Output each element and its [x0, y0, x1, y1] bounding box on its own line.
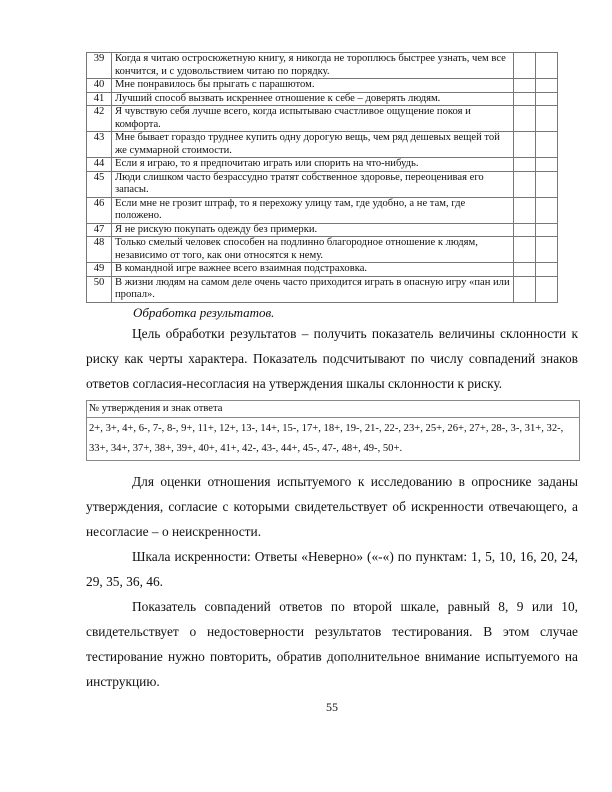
question-number: 42	[87, 106, 112, 132]
key-header: № утверждения и знак ответа	[87, 400, 580, 417]
question-row	[87, 79, 558, 93]
question-number: 44	[87, 158, 112, 172]
question-row	[87, 53, 558, 79]
answer-cell-yes[interactable]	[514, 276, 536, 302]
question-row	[87, 106, 558, 132]
question-number: 43	[87, 132, 112, 158]
page-number: 55	[326, 699, 338, 714]
paragraph-sincerity: Для оценки отношения испытуемого к исследованию в опроснике заданы утверждения, согласие с которыми свидетельствует об искренности отвечающего, а несогласие – о неискренности.	[86, 473, 578, 539]
question-row	[87, 276, 558, 302]
answer-cell-no[interactable]	[536, 158, 558, 172]
answer-cell-yes[interactable]	[514, 171, 536, 197]
question-number: 46	[87, 197, 112, 223]
answer-cell-no[interactable]	[536, 237, 558, 263]
answer-cell-no[interactable]	[536, 171, 558, 197]
question-row	[87, 237, 558, 263]
question-text: Мне бывает гораздо труднее купить одну дорогую вещь, чем ряд дешевых вещей той же суммарной стоимости.	[112, 132, 514, 158]
paragraph-validity: Показатель совпадений ответов по второй шкале, равный 8, 9 или 10, свидетельствует о недостоверности результатов тестирования. В этом случае тестирование нужно повторить, обратив дополнительное внимание испытуемого на инструкцию.	[86, 598, 578, 689]
answer-cell-yes[interactable]	[514, 158, 536, 172]
answer-cell-yes[interactable]	[514, 53, 536, 79]
answer-cell-yes[interactable]	[514, 197, 536, 223]
answer-cell-no[interactable]	[536, 197, 558, 223]
answer-cell-yes[interactable]	[514, 132, 536, 158]
answer-cell-no[interactable]	[536, 132, 558, 158]
question-text: В командной игре важнее всего взаимная подстраховка.	[112, 263, 514, 277]
question-row	[87, 132, 558, 158]
answer-cell-no[interactable]	[536, 223, 558, 237]
question-text: В жизни людям на самом деле очень часто приходится играть в опасную игру «пан или пропал».	[112, 276, 514, 302]
question-number: 41	[87, 92, 112, 106]
question-row	[87, 171, 558, 197]
question-text: Если мне не грозит штраф, то я перехожу улицу там, где удобно, а не там, где положено.	[112, 197, 514, 223]
question-text: Мне понравилось бы прыгать с парашютом.	[112, 79, 514, 93]
answer-cell-no[interactable]	[536, 53, 558, 79]
question-text: Я не рискую покупать одежду без примерки.	[112, 223, 514, 237]
question-text: Когда я читаю остросюжетную книгу, я никогда не тороплюсь быстрее узнать, чем все кончится, и с удовольствием читаю по порядку.	[112, 53, 514, 79]
answer-cell-yes[interactable]	[514, 263, 536, 277]
question-row	[87, 158, 558, 172]
question-text: Лучший способ вызвать искреннее отношение к себе – доверять людям.	[112, 92, 514, 106]
section-subheading: Обработка результатов.	[133, 304, 275, 320]
answer-cell-yes[interactable]	[514, 223, 536, 237]
question-row	[87, 92, 558, 106]
answer-cell-no[interactable]	[536, 263, 558, 277]
question-number: 39	[87, 53, 112, 79]
answer-cell-no[interactable]	[536, 106, 558, 132]
question-text: Если я играю, то я предпочитаю играть или спорить на что-нибудь.	[112, 158, 514, 172]
question-text: Я чувствую себя лучше всего, когда испытываю счастливое ощущение покоя и комфорта.	[112, 106, 514, 132]
question-row	[87, 263, 558, 277]
answer-cell-no[interactable]	[536, 92, 558, 106]
question-number: 47	[87, 223, 112, 237]
answer-cell-yes[interactable]	[514, 79, 536, 93]
answer-key-table	[86, 400, 580, 461]
question-row	[87, 197, 558, 223]
answer-cell-yes[interactable]	[514, 92, 536, 106]
question-number: 49	[87, 263, 112, 277]
question-text: Только смелый человек способен на подлинно благородное отношение к людям, независимо от того, как они относятся к нему.	[112, 237, 514, 263]
answer-cell-yes[interactable]	[514, 106, 536, 132]
questionnaire-table	[86, 52, 558, 303]
answer-cell-no[interactable]	[536, 276, 558, 302]
question-text: Люди слишком часто безрассудно тратят собственное здоровье, переоценивая его запасы.	[112, 171, 514, 197]
question-number: 48	[87, 237, 112, 263]
question-number: 40	[87, 79, 112, 93]
answer-cell-yes[interactable]	[514, 237, 536, 263]
question-row	[87, 223, 558, 237]
paragraph-sincerity-scale: Шкала искренности: Ответы «Неверно» («-«) по пунктам: 1, 5, 10, 16, 20, 24, 29, 35, 36, 46.	[86, 548, 578, 589]
question-number: 45	[87, 171, 112, 197]
answer-cell-no[interactable]	[536, 79, 558, 93]
question-number: 50	[87, 276, 112, 302]
key-values: 2+, 3+, 4+, 6-, 7-, 8-, 9+, 11+, 12+, 13-, 14+, 15-, 17+, 18+, 19-, 21-, 22-, 23+, 25+, 26+, 27+, 28-, 3-, 31+, 32-, 33+, 34+, 37+, 38+, 39+, 40+, 41+, 42-, 43-, 44+, 45-, 47-, 48+, 49-, 50+.	[87, 417, 580, 460]
paragraph-goal: Цель обработки результатов – получить показатель величины склонности к риску как черты характера. Показатель подсчитывают по числу совпадений знаков ответов согласия-несогласия на утверждения шкалы склонности к риску.	[86, 325, 578, 391]
